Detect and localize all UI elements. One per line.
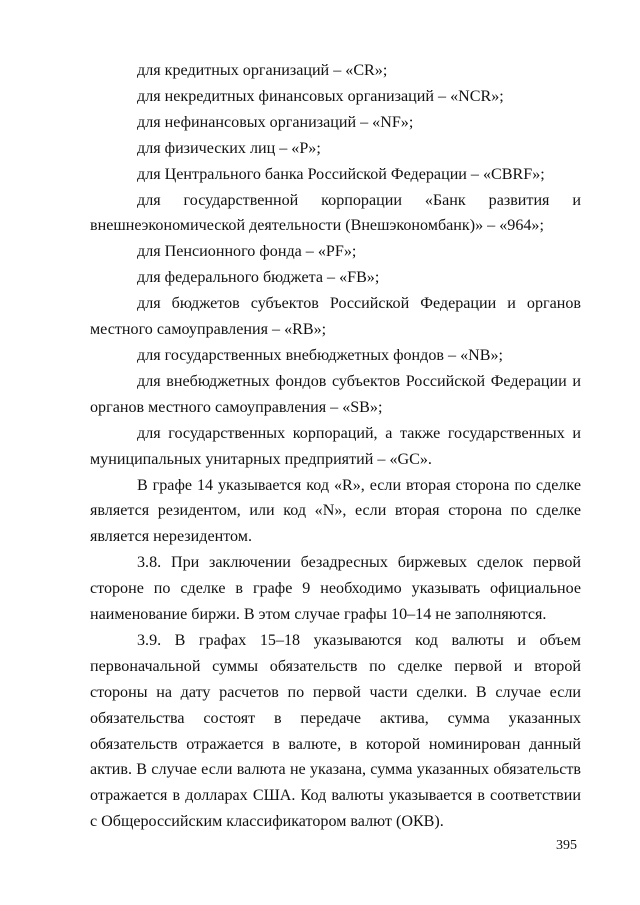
list-item-credit-organizations: для кредитных организаций – «CR»; [137, 62, 388, 79]
list-item-nonfinancial: для нефинансовых организаций – «NF»; [137, 113, 414, 131]
paragraph-section-3-9: 3.9. В графах 15–18 указываются код валюты и объем первоначальной суммы обязательств по сделке первой и второй стороны на дату расчетов по первой части сделки. В случае если обязательства состоят в передаче актива, сумма указанных обязательств отражается в валюте, в которой номинирован данный актив. В случае если валюта не указана, сумма указанных обязательств отражается в долларах США. Код валюты указывается в соответствии с Общероссийским классификатором валют (ОКВ). [90, 631, 581, 831]
list-item-regional-extrabudgetary-funds: для внебюджетных фондов субъектов Российской Федерации и органов местного самоуправления – «SB»; [90, 372, 581, 416]
list-item-regional-budgets: для бюджетов субъектов Российской Федерации и органов местного самоуправления – «RB»; [90, 295, 581, 339]
list-item-state-extrabudgetary-funds: для государственных внебюджетных фондов – «NB»; [137, 346, 504, 364]
list-item-individuals: для физических лиц – «P»; [137, 139, 321, 157]
list-item-federal-budget: для федерального бюджета – «FB»; [137, 269, 380, 287]
list-item-state-corporations: для государственных корпораций, а также государственных и муниципальных унитарных предприятий – «GC». [90, 424, 581, 468]
paragraph-column-14: В графе 14 указывается код «R», если вторая сторона по сделке является резидентом, или код «N», если вторая сторона по сделке является нерезидентом. [90, 476, 581, 546]
list-item-central-bank: для Центрального банка Российской Федерации – «CBRF»; [137, 165, 545, 183]
page-number: 395 [556, 838, 577, 853]
paragraph-section-3-8: 3.8. При заключении безадресных биржевых сделок первой стороне по сделке в графе 9 необходимо указывать официальное наименование биржи. В этом случае графы 10–14 не заполняются. [90, 554, 581, 624]
document-body [90, 58, 581, 835]
list-item-noncredit-financial: для некредитных финансовых организаций – «NCR»; [137, 87, 504, 105]
list-item-pension-fund: для Пенсионного фонда – «PF»; [137, 243, 357, 261]
list-item-vnesheconombank: для государственной корпорации «Банк развития и внешнеэкономической деятельности (Внешэкономбанк)» – «964»; [90, 191, 581, 235]
